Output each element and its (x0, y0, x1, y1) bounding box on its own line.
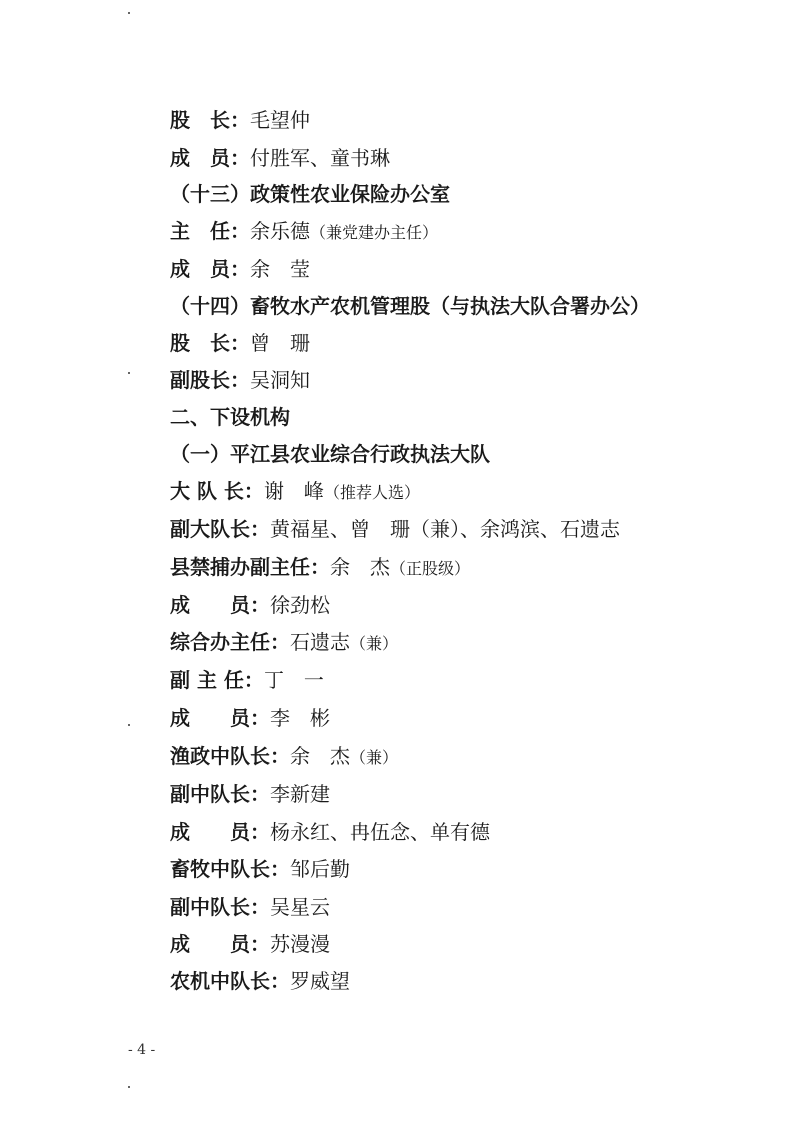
role-label: 副 主 任： (170, 668, 264, 692)
person-name: 丁 一 (263, 668, 324, 692)
scan-speck (128, 724, 130, 726)
role-note: （正股级） (390, 559, 471, 578)
section-heading-13: （十三）政策性农业保险办公室 (170, 182, 450, 206)
person-name: 曾 珊 (250, 331, 310, 355)
line-7 (170, 331, 310, 355)
line-8 (170, 368, 310, 392)
scan-speck (128, 1086, 130, 1088)
person-name: 黄福星、曾 珊（兼）、余鸿滨、石遗志 (270, 517, 620, 541)
person-name: 毛望仲 (250, 108, 310, 132)
role-label: 副股长： (170, 368, 250, 392)
scan-speck (128, 372, 130, 374)
section-heading-2: 二、下设机构 (170, 405, 290, 429)
role-note: （兼） (350, 634, 399, 653)
person-name: 谢 峰 (263, 479, 324, 503)
role-label: 股 长： (170, 108, 250, 132)
role-label: 大 队 长： (170, 479, 264, 503)
role-note: （推荐人选） (323, 483, 420, 502)
person-name: 石遗志 (290, 630, 350, 654)
line-23 (170, 932, 330, 956)
line-19 (170, 782, 330, 806)
role-label: 副大队长： (170, 517, 270, 541)
line-21 (170, 857, 350, 881)
line-14 (170, 593, 330, 617)
person-name: 付胜军、童书琳 (250, 146, 390, 170)
role-label: 成 员： (170, 932, 270, 956)
role-label: 股 长： (170, 331, 250, 355)
person-name: 余乐德 (250, 219, 310, 243)
role-label: 综合办主任： (170, 630, 290, 654)
line-16 (170, 668, 324, 692)
person-name: 李新建 (270, 782, 330, 806)
person-name: 余 莹 (250, 257, 310, 281)
line-4 (170, 219, 438, 245)
scan-speck (128, 12, 130, 14)
role-label: 成 员： (170, 820, 270, 844)
person-name: 邹后勤 (290, 857, 350, 881)
person-name: 苏漫漫 (270, 932, 330, 956)
person-name: 罗威望 (290, 969, 350, 993)
role-note: （兼） (350, 748, 399, 767)
line-11 (170, 479, 420, 505)
person-name: 余 杰 (330, 555, 390, 579)
person-name: 余 杰 (290, 744, 350, 768)
person-name: 吴洞知 (250, 368, 310, 392)
line-5 (170, 257, 310, 281)
line-17 (170, 706, 330, 730)
role-label: 农机中队长： (170, 969, 290, 993)
line-20 (170, 820, 490, 844)
role-label: 成 员： (170, 593, 270, 617)
role-label: 成 员： (170, 706, 270, 730)
line-12 (170, 517, 620, 541)
person-name: 徐劲松 (270, 593, 330, 617)
subsection-heading-1: （一）平江县农业综合行政执法大队 (170, 442, 490, 466)
role-label: 副中队长： (170, 782, 270, 806)
role-note: （兼党建办主任） (310, 223, 439, 242)
role-label: 成 员： (170, 146, 250, 170)
line-24 (170, 969, 350, 993)
line-15 (170, 630, 398, 656)
line-1 (170, 108, 310, 132)
role-label: 县禁捕办副主任： (170, 555, 330, 579)
section-heading-14: （十四）畜牧水产农机管理股（与执法大队合署办公） (170, 294, 650, 318)
page-number: - 4 - (128, 1042, 156, 1058)
person-name: 吴星云 (270, 895, 330, 919)
person-name: 杨永红、冉伍念、单有德 (270, 820, 490, 844)
line-2 (170, 146, 390, 170)
line-13 (170, 555, 470, 581)
role-label: 畜牧中队长： (170, 857, 290, 881)
line-18 (170, 744, 398, 770)
line-22 (170, 895, 330, 919)
role-label: 副中队长： (170, 895, 270, 919)
role-label: 成 员： (170, 257, 250, 281)
person-name: 李 彬 (270, 706, 330, 730)
role-label: 渔政中队长： (170, 744, 290, 768)
role-label: 主 任： (170, 219, 250, 243)
